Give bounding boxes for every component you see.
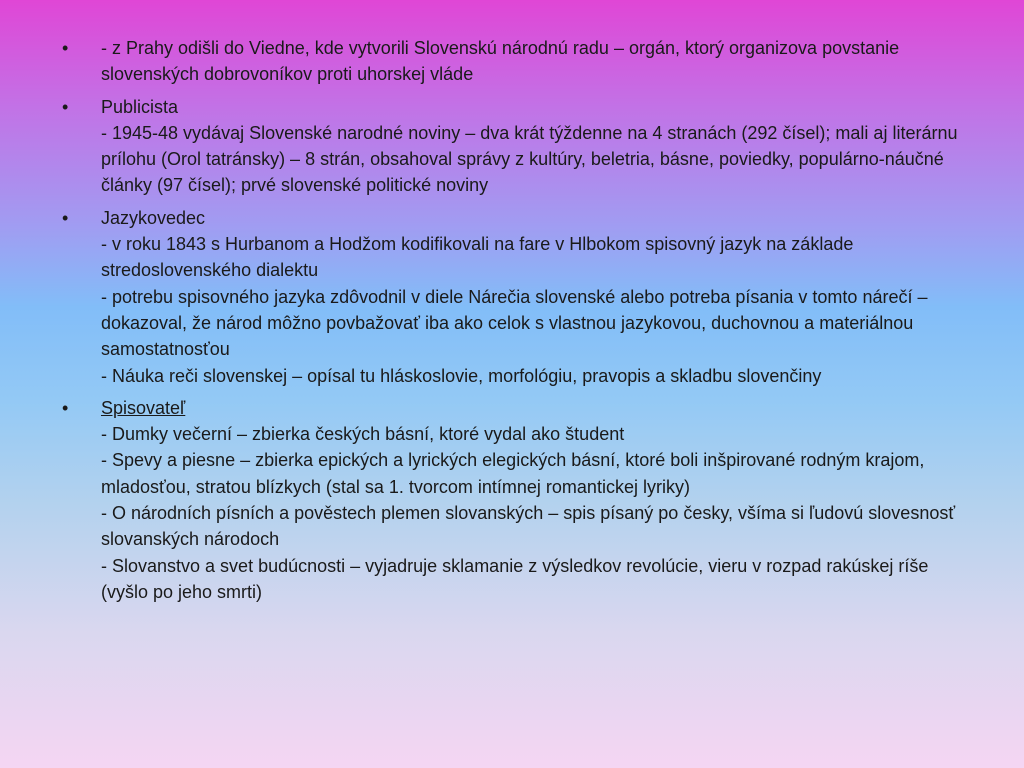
bullet-item bbox=[62, 35, 962, 88]
bullet-mark: • bbox=[62, 38, 69, 58]
bullet-heading: Jazykovedec bbox=[101, 207, 206, 228]
bullet-line: - Náuka reči slovenskej – opísal tu hláskoslovie, morfológiu, pravopis a skladbu slovenčiny bbox=[101, 365, 822, 386]
bullet-line: - Dumky večerní – zbierka českých básní, ktoré vydal ako študent bbox=[101, 424, 625, 445]
bullet-line: - potrebu spisovného jazyka zdôvodnil v diele Nárečia slovenské alebo potreba písania v tomto nárečí – dokazoval, že národ môžno povbažovať iba ako celok s vlastnou jazykovou, duchovnou a materiálnou samostatnosťou bbox=[101, 286, 928, 360]
bullet-heading: Publicista bbox=[101, 96, 179, 117]
bullet-heading-link[interactable]: Spisovateľ bbox=[101, 397, 186, 418]
bullet-line: - 1945-48 vydávaj Slovenské narodné noviny – dva krát týždenne na 4 stranách (292 čísel); mali aj literárnu prílohu (Orol tatránsky) – 8 strán, obsahoval správy z kultúry, beletria, básne, poviedky, populárno-náučné články (97 čísel); prvé slovenské politické noviny bbox=[101, 122, 958, 196]
bullet-line: - Slovanstvo a svet budúcnosti – vyjadruje sklamanie z výsledkov revolúcie, vieru v rozpad rakúskej ríše (vyšlo po jeho smrti) bbox=[101, 555, 929, 602]
bullet-line: - O národních písních a pověstech plemen slovanských – spis písaný po česky, všíma si ľudovú slovesnosť slovanských národoch bbox=[101, 503, 956, 550]
bullet-line: - z Prahy odišli do Viedne, kde vytvorili Slovenskú národnú radu – orgán, ktorý organizova povstanie slovenských dobrovoníkov proti uhorskej vláde bbox=[101, 38, 900, 85]
bullet-item bbox=[62, 395, 962, 605]
bullet-mark: • bbox=[62, 96, 69, 117]
bullet-mark: • bbox=[62, 397, 69, 418]
bullet-item bbox=[62, 205, 962, 389]
bullet-list bbox=[62, 35, 962, 611]
bullet-item bbox=[62, 94, 962, 199]
bullet-mark: • bbox=[62, 207, 69, 228]
bullet-line: - Spevy a piesne – zbierka epických a lyrických elegických básní, ktoré boli inšpirované rodným krajom, mladosťou, stratou blízkych (stal sa 1. tvorcom intímnej romantickej lyriky) bbox=[101, 450, 925, 497]
bullet-line: - v roku 1843 s Hurbanom a Hodžom kodifikovali na fare v Hlbokom spisovný jazyk na základe stredoslovenského dialektu bbox=[101, 234, 854, 281]
